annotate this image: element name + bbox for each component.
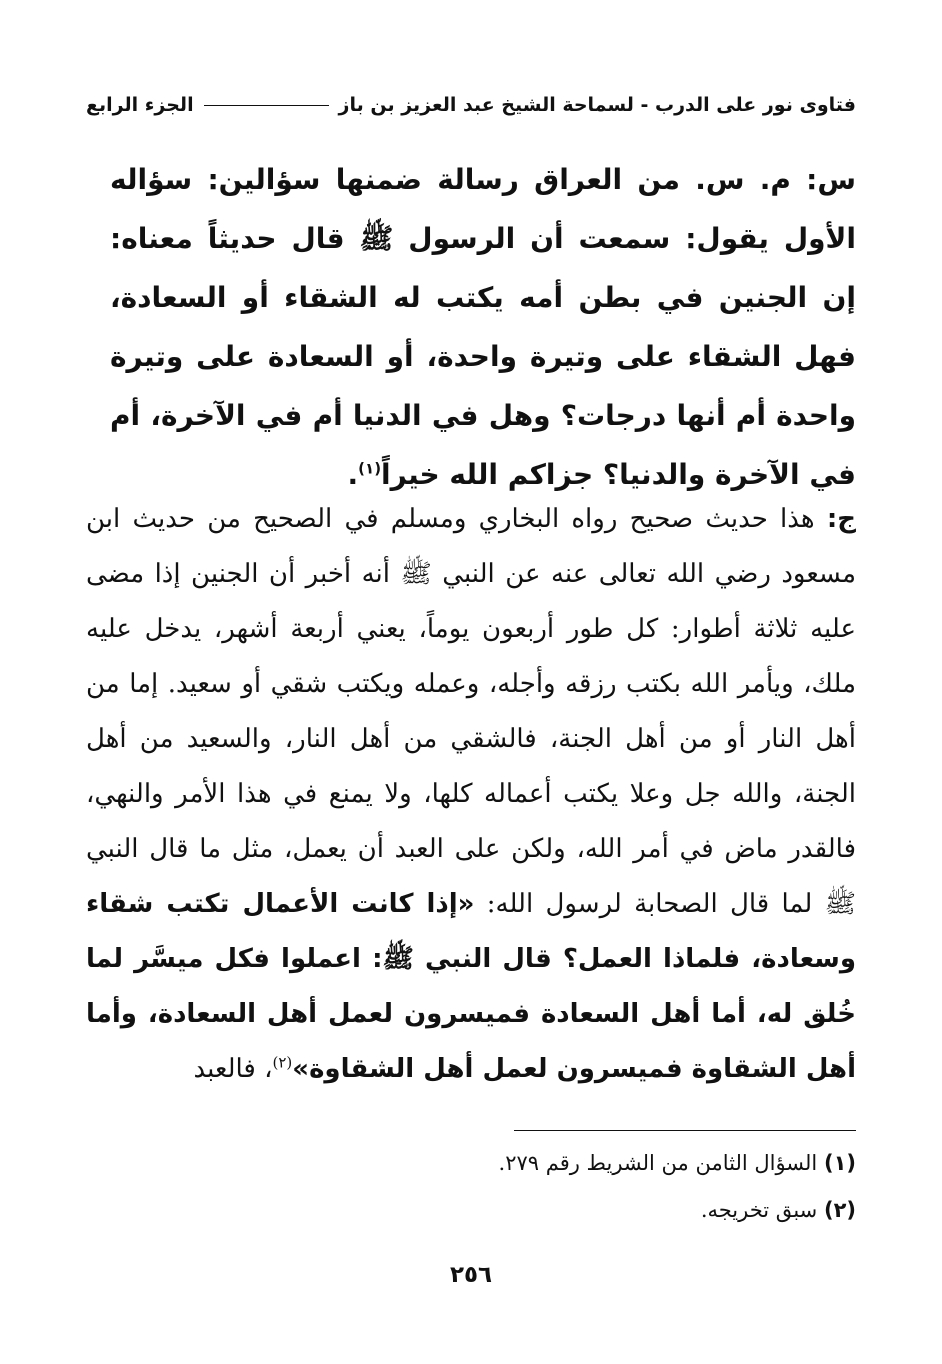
answer-text: هذا حديث صحيح رواه البخاري ومسلم في الصحيح من حديث ابن مسعود رضي الله تعالى عنه عن النبي ﷺ أنه أخبر أن الجنين إذا مضى عليه ثلاثة أطوار: كل طور أربعون يوماً، يعني أربعة أشهر، يدخل عليه ملك، ويأمر الله بكتب رزقه وأجله، وعمله ويكتب شقي أو سعيد. إما من أهل النار أو من أهل الجنة، فالشقي من أهل النار، والسعيد من أهل الجنة، والله جل وعلا يكتب أعماله كلها، ولا يمنع في هذا الأمر والنهي، فالقدر ماض في أمر الله، ولكن على العبد أن يعمل، مثل ما قال النبي ﷺ لما قال الصحابة لرسول الله: <box>86 504 856 919</box>
running-header <box>86 88 856 122</box>
header-part: الجزء الرابع <box>86 94 194 116</box>
footnote-separator <box>514 1130 856 1131</box>
footnote-2 <box>86 1187 856 1234</box>
footnote-1-text: السؤال الثامن من الشريط رقم ٢٧٩. <box>498 1151 818 1175</box>
footnote-ref-1: (١) <box>358 459 382 478</box>
question-label: س: <box>806 163 856 196</box>
question-block <box>110 150 856 504</box>
question-end: . <box>347 458 359 491</box>
footnote-1 <box>86 1140 856 1187</box>
page-number: ٢٥٦ <box>449 1262 493 1288</box>
footnote-2-number: (٢) <box>823 1198 856 1222</box>
question-text: م. س. من العراق رسالة ضمنها سؤالين: سؤاله الأول يقول: سمعت أن الرسول ﷺ قال حديثاً معناه: إن الجنين في بطن أمه يكتب له الشقاء أو السعادة، فهل الشقاء على وتيرة واحدة، أو السعادة على وتيرة واحدة أم أنها درجات؟ وهل في الدنيا أم في الآخرة، أم في الآخرة والدنيا؟ جزاكم الله خيراً <box>110 163 856 491</box>
answer-label: ج: <box>826 504 857 534</box>
footnote-2-text: سبق تخريجه. <box>700 1198 818 1222</box>
footnote-1-number: (١) <box>823 1151 856 1175</box>
header-rule <box>204 105 329 106</box>
footnotes <box>86 1140 856 1234</box>
header-title: فتاوى نور على الدرب - لسماحة الشيخ عبد العزيز بن باز <box>338 94 856 116</box>
answer-tail: ، فالعبد <box>193 1054 273 1084</box>
footnote-ref-2: (٢) <box>272 1053 293 1072</box>
answer-block <box>86 492 856 1097</box>
hadith-quote: «إذا كانت الأعمال تكتب شقاء وسعادة، فلماذا العمل؟ قال النبي ﷺ: اعملوا فكل ميسَّر لما خُلق له، أما أهل السعادة فميسرون لعمل أهل السعادة، وأما أهل الشقاوة فميسرون لعمل أهل الشقاوة» <box>86 889 856 1084</box>
